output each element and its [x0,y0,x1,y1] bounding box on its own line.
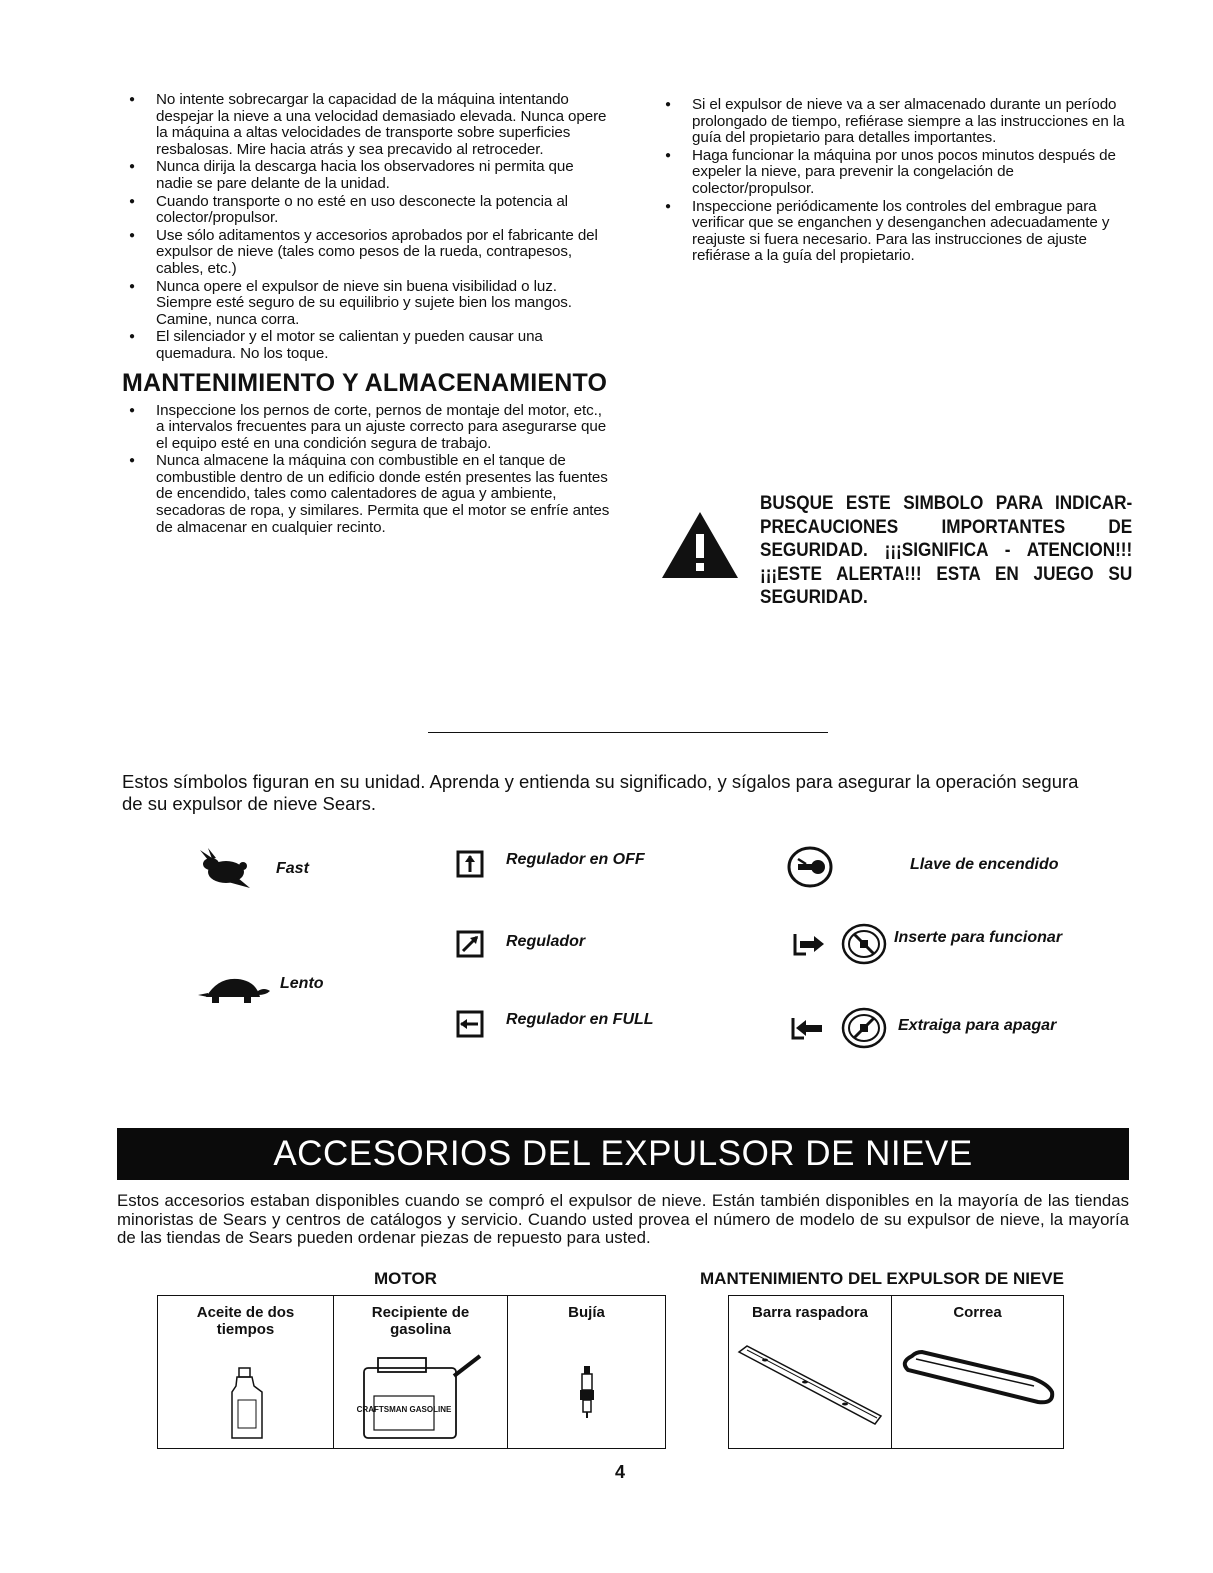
key-inserted-icon [840,922,888,966]
list-item: ● Haga funcionar la máquina por unos pocos minutos después de expeler la nieve, para prevenir la congelación de colector/propulsor. [660,148,1132,198]
remove-key-arrow-icon [790,1015,824,1041]
symbols-intro: Estos símbolos figuran en su unidad. Aprenda y entienda su significado, y sígalos para asegurar la operación segura de su expulsor de nieve Sears. [122,771,1079,814]
fast-label: Fast [276,860,309,877]
right-column [660,97,1132,266]
ignition-key-label: Llave de encendido [910,856,1059,873]
accessories-banner [117,1128,1129,1180]
maintenance-heading: MANTENIMIENTO Y ALMACENAMIENTO [122,368,608,397]
left-column [124,92,614,537]
symbol-slow [198,975,324,1005]
turtle-icon [198,975,270,1005]
symbol-choke-off [456,850,645,878]
choke-full-label: Regulador en FULL [506,1011,654,1028]
ignition-key-icon [786,845,834,889]
gas-can-brand: CRAFTSMAN GASOLINE [356,1405,451,1414]
maintenance-title: MANTENIMIENTO DEL EXPULSOR DE NIEVE [700,1269,1064,1288]
list-item: ● Si el expulsor de nieve va a ser almacenado durante un período prolongado de tiempo, refiérase siempre a las instrucciones en la guía del propietario para detalles importantes. [660,97,1132,147]
remove-to-stop-label: Extraiga para apagar [898,1017,1057,1034]
list-item: ● Nunca dirija la descarga hacia los observadores ni permita que nadie se pare delante de la unidad. [124,159,614,192]
warning-triangle-icon [660,510,740,580]
accessory-cell-spark-plug [508,1296,666,1449]
motor-title: MOTOR [374,1269,437,1288]
gas-can-icon [356,1350,486,1442]
safety-alert [660,492,1135,622]
symbol-insert-to-run [792,922,1062,966]
choke-label: Regulador [506,933,586,950]
choke-off-icon [456,850,484,878]
list-item: ● Inspeccione los pernos de corte, pernos de montaje del motor, etc., a intervalos frecuentes para un ajuste correcto para asegurarse que el equipo esté en una condición segura de trabajo. [124,403,614,453]
accessory-label: Aceite de dos tiempos [196,1304,295,1338]
list-item: ● El silenciador y el motor se calientan y pueden causar una quemadura. No los toque. [124,329,614,362]
accessory-label: Correa [953,1304,1002,1321]
list-item: ● Cuando transporte o no esté en uso desconecte la potencia al colector/propulsor. [124,194,614,227]
list-item: ● Inspeccione periódicamente los controles del embrague para verificar que se enganchen y desenganchen adecuadamente y reajuste si fuera necesario. Para las instrucciones de ajuste refiérase a la guía del propietario. [660,199,1132,265]
insert-to-run-label: Inserte para funcionar [894,929,1063,946]
symbol-fast [198,848,309,890]
maintenance-accessories-table [728,1295,1064,1449]
page-number: 4 [614,1462,625,1482]
slow-label: Lento [280,975,324,992]
storage-bullet-list [660,97,1132,265]
divider [428,732,828,733]
motor-accessories-table [157,1295,666,1449]
accessory-label: Recipiente de gasolina [371,1304,470,1338]
symbol-ignition-key [786,845,1058,889]
list-item: ● Nunca opere el expulsor de nieve sin buena visibilidad o luz. Siempre esté seguro de su equilibrio y sujete bien los mangos. Camine, nunca corra. [124,279,614,329]
key-removed-icon [840,1006,888,1050]
scraper-bar-icon [735,1344,885,1434]
list-item: ● Nunca almacene la máquina con combustible en el tanque de combustible dentro de un edificio donde estén presentes las fuentes de encendido, tales como calentadores de agua y ambiente, secadoras de ropa, y similares. Permita que el motor se enfríe antes de almacenar en cualquier recinto. [124,453,614,536]
accessories-banner-title: ACCESORIOS DEL EXPULSOR DE NIEVE [273,1134,973,1173]
choke-icon [456,930,484,958]
accessory-cell-oil [158,1296,334,1449]
accessory-cell-scraper-bar [729,1296,892,1449]
accessory-label: Barra raspadora [752,1304,868,1321]
safety-bullet-list [124,92,614,363]
symbol-choke [456,930,585,958]
symbol-choke-full [456,1010,654,1038]
safety-alert-text: BUSQUE ESTE SIMBOLO PARA INDICAR-PRECAUCIONES IMPORTANTES DE SEGURIDAD. ¡¡¡SIGNIFICA - ATENCION!!! ¡¡¡ESTE ALERTA!!! ESTA EN JUEGO SU SEGURIDAD. [760,492,1133,608]
accessory-cell-belt [892,1296,1064,1449]
symbol-remove-to-stop [790,1006,1056,1050]
belt-icon [898,1348,1058,1408]
insert-key-arrow-icon [792,931,826,957]
oil-bottle-icon [226,1366,266,1442]
accessory-label: Bujía [568,1304,605,1321]
choke-full-icon [456,1010,484,1038]
choke-off-label: Regulador en OFF [506,851,645,868]
rabbit-icon [198,848,258,890]
spark-plug-icon [578,1366,596,1418]
maintenance-bullet-list [124,403,614,537]
list-item: ● No intente sobrecargar la capacidad de la máquina intentando despejar la nieve a una velocidad demasiado elevada. Nunca opere la máquina a altas velocidades de transporte sobre superficies resbalosas. Mire hacia atrás y sea precavido al retroceder. [124,92,614,158]
accessory-cell-gas-can [334,1296,508,1449]
list-item: ● Use sólo aditamentos y accesorios aprobados por el fabricante del expulsor de nieve (tales como pesos de la rueda, contrapesos, cables, etc.) [124,228,614,278]
accessories-intro: Estos accesorios estaban disponibles cuando se compró el expulsor de nieve. Están también disponibles en la mayoría de las tiendas minoristas de Sears y centros de catálogos y servicio. Cuando usted provea el número de modelo de su expulsor de nieve, la mayoría de las tiendas de Sears pueden ordenar piezas de repuesto para usted. [117,1191,1129,1247]
